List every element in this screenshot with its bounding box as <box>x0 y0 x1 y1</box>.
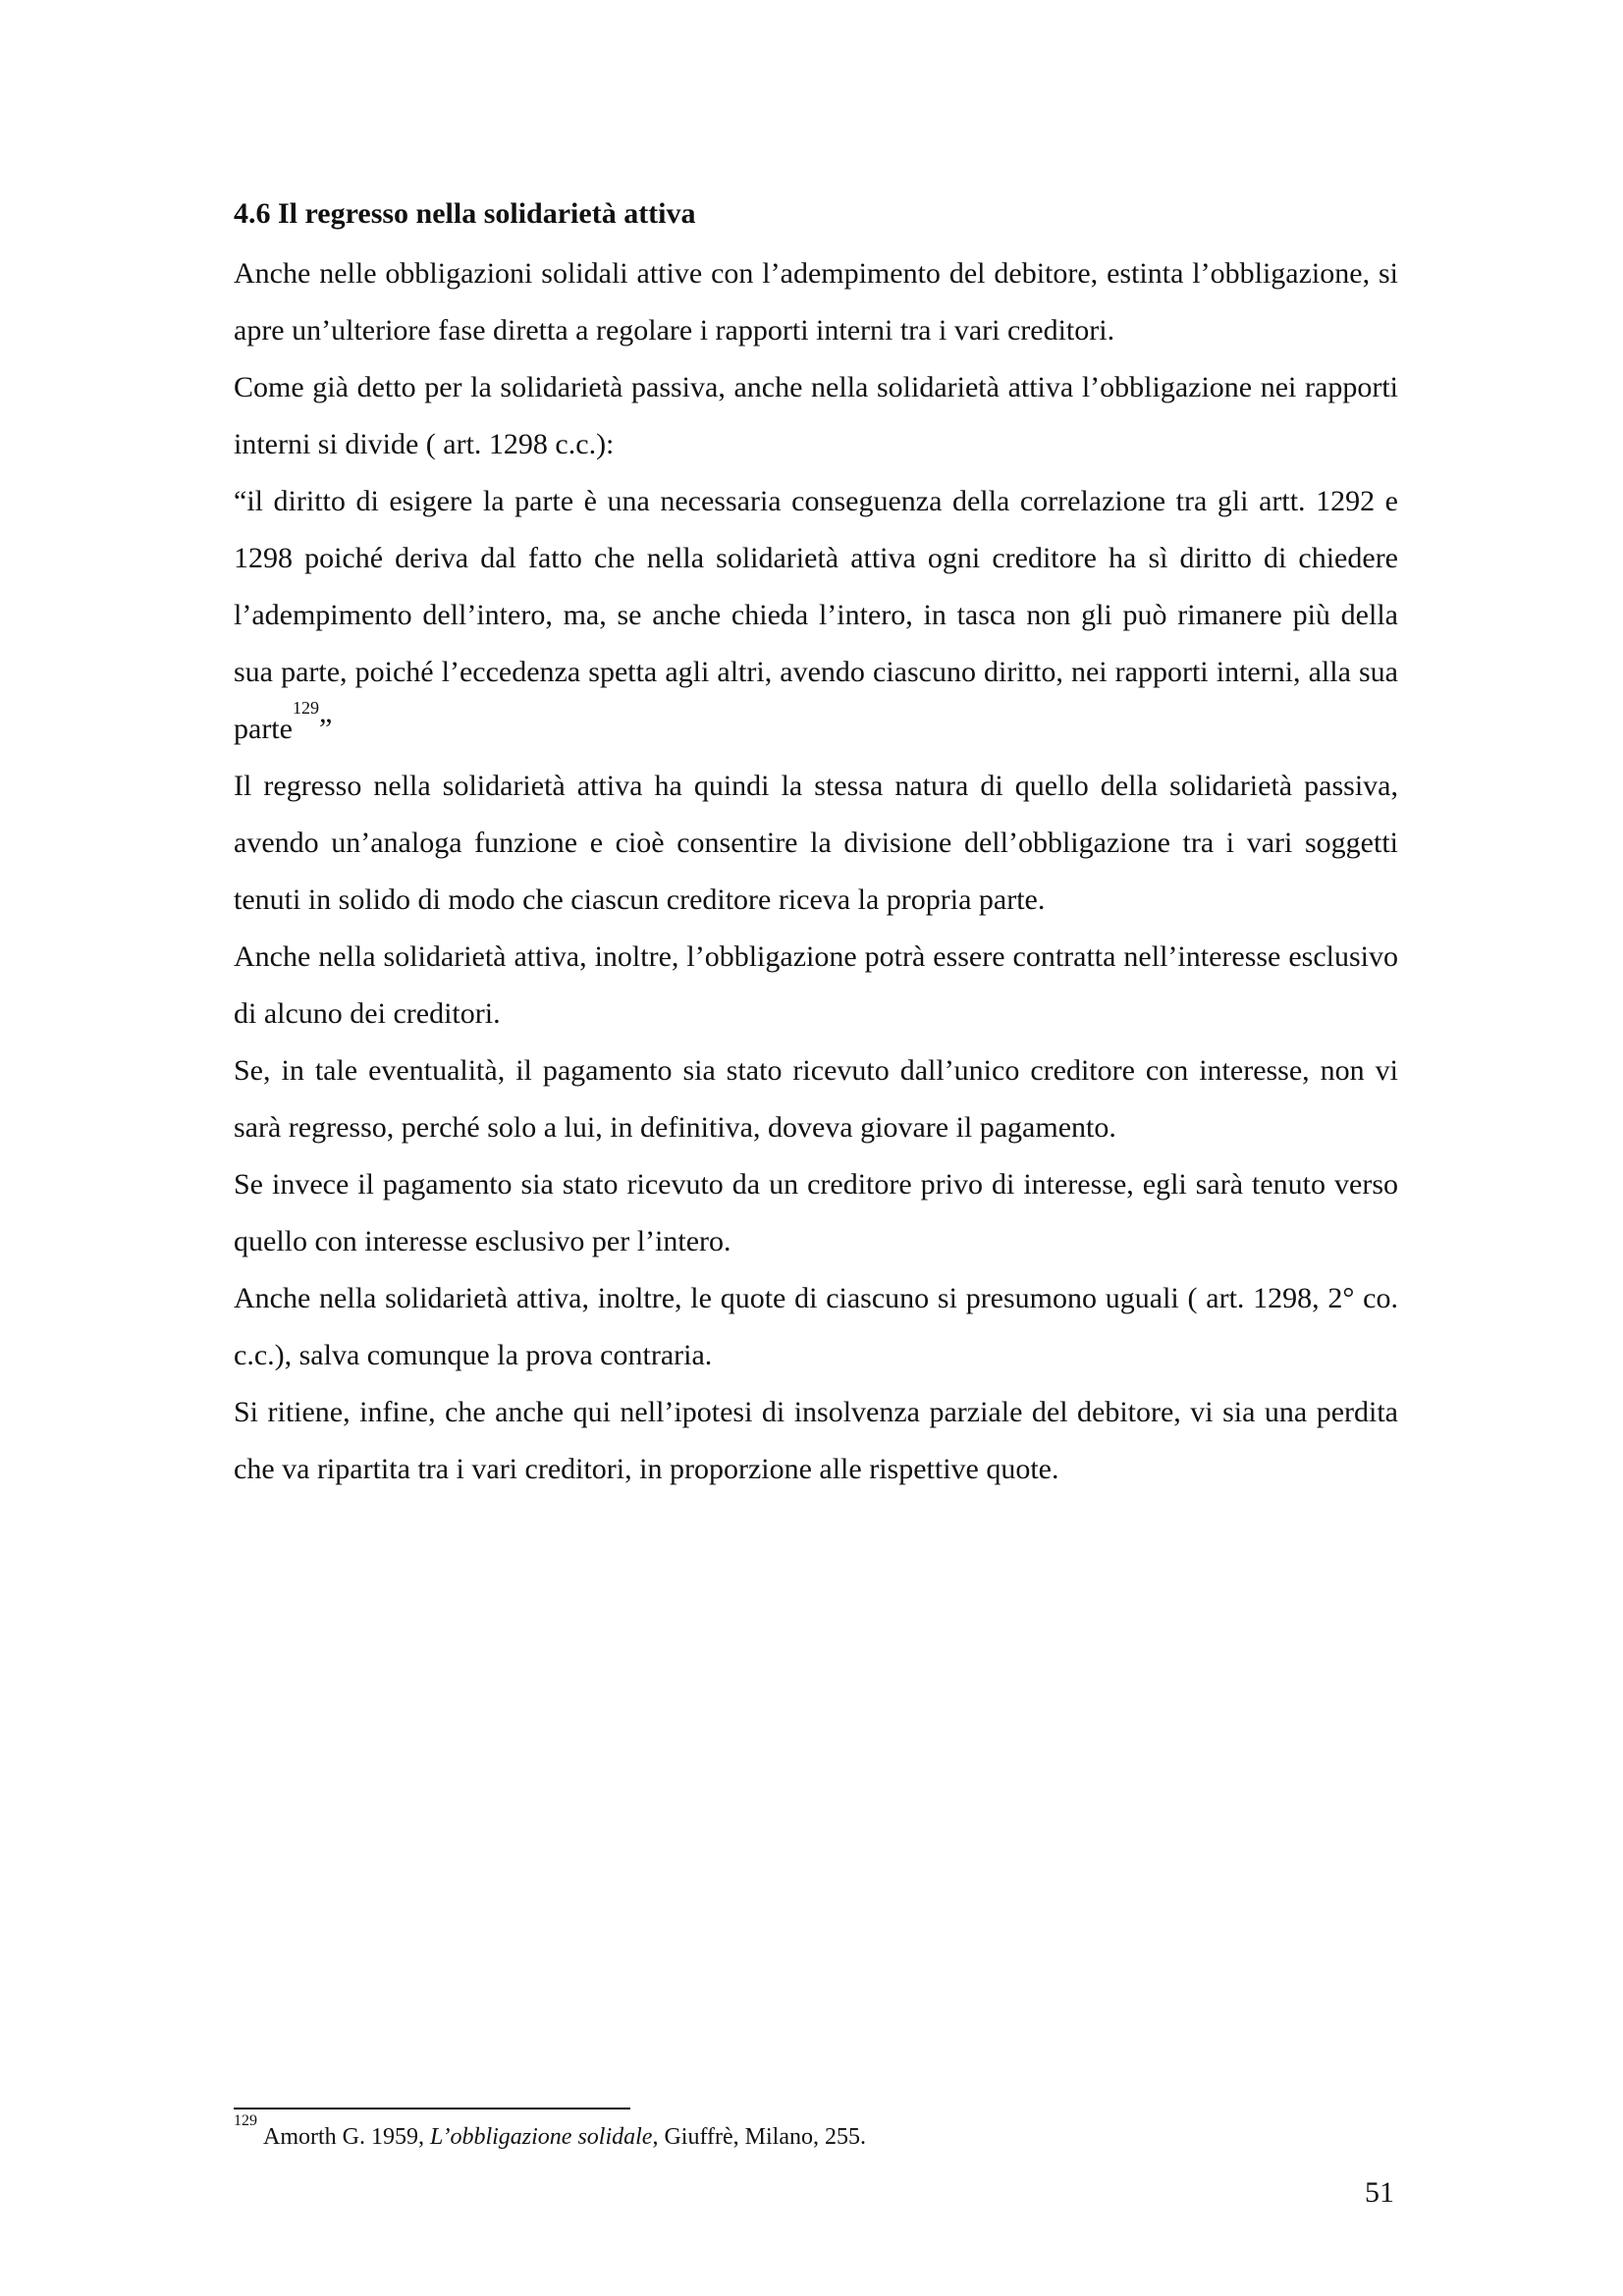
page-number: 51 <box>1365 2176 1394 2209</box>
footnote-separator <box>234 2108 630 2109</box>
paragraph-creditor-without-interest: Se invece il pagamento sia stato ricevuto da un creditore privo di interesse, egli sarà tenuto verso quello con interesse esclusivo per l’intero. <box>234 1168 1398 1257</box>
paragraph-regress-nature: Il regresso nella solidarietà attiva ha quindi la stessa natura di quello della solidarietà passiva, avendo un’analoga funzione e cioè consentire la divisione dell’obbligazione tra i vari soggetti tenuti in solido di modo che ciascun creditore riceva la propria parte. <box>234 770 1398 916</box>
section-heading: 4.6 Il regresso nella solidarietà attiva <box>234 197 696 230</box>
footnote-title: L’obbligazione solidale <box>430 2124 653 2150</box>
footnote <box>234 2112 866 2157</box>
quotation-text: “il diritto di esigere la parte è una necessaria conseguenza della correlazione tra gli artt. 1292 e 1298 poiché deriva dal fatto che nella solidarietà attiva ogni creditore ha sì diritto di chiedere l’adempimento dell’intero, ma, se anche chieda l’intero, in tasca non gli può rimanere più della sua parte, poiché l’eccedenza spetta agli altri, avendo ciascuno diritto, nei rapporti interni, alla sua parte <box>234 485 1398 745</box>
paragraph-partial-insolvency: Si ritiene, infine, che anche qui nell’ipotesi di insolvenza parziale del debitore, vi sia una perdita che va ripartita tra i vari creditori, in proporzione alle rispettive quote. <box>234 1396 1398 1485</box>
paragraph-intro: Anche nelle obbligazioni solidali attive con l’adempimento del debitore, estinta l’obbligazione, si apre un’ulteriore fase diretta a regolare i rapporti interni tra i vari creditori. <box>234 257 1398 347</box>
footnote-reference[interactable]: 129 <box>292 698 319 718</box>
quotation-close-mark: ” <box>318 713 333 745</box>
footnote-number: 129 <box>234 2112 257 2129</box>
paragraph-no-regress: Se, in tale eventualità, il pagamento sia stato ricevuto dall’unico creditore con interesse, non vi sarà regresso, perché solo a lui, in definitiva, doveva giovare il pagamento. <box>234 1054 1398 1144</box>
paragraph-exclusive-interest: Anche nella solidarietà attiva, inoltre, l’obbligazione potrà essere contratta nell’interesse esclusivo di alcuno dei creditori. <box>234 940 1398 1030</box>
quotation-paragraph <box>234 473 1398 758</box>
paragraph-equal-shares: Anche nella solidarietà attiva, inoltre, le quote di ciascuno si presumono uguali ( art. 1298, 2° co. c.c.), salva comunque la prova contraria. <box>234 1282 1398 1371</box>
footnote-author: Amorth G. 1959, <box>263 2124 430 2150</box>
footnote-publication: , Giuffrè, Milano, 255. <box>652 2124 866 2150</box>
paragraph-passive-comparison: Come già detto per la solidarietà passiva, anche nella solidarietà attiva l’obbligazione nei rapporti interni si divide ( art. 1298 c.c.): <box>234 371 1398 460</box>
body-text <box>234 245 1398 1498</box>
